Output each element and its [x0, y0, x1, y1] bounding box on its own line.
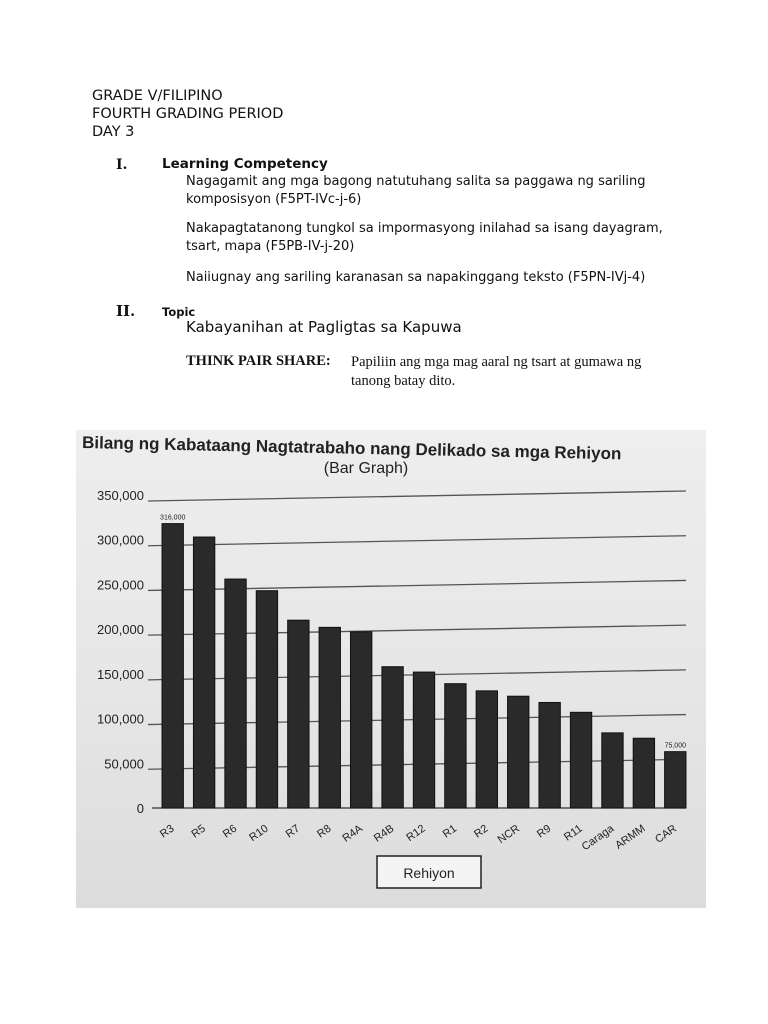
- competency-item-3: Naiiugnay ang sariling karanasan sa napakinggang teksto (F5PN-IVj-4): [186, 270, 646, 285]
- bar: [319, 627, 340, 808]
- bar: [633, 738, 654, 808]
- bar: [193, 537, 214, 808]
- section-2-numeral: II.: [116, 302, 136, 320]
- y-tick-label: 350,000: [97, 488, 144, 503]
- y-tick-label: 150,000: [97, 666, 144, 682]
- x-tick-label: ARMM: [613, 822, 648, 852]
- data-label: 316,000: [160, 514, 186, 522]
- x-tick-label: R11: [562, 822, 585, 844]
- bar: [382, 667, 403, 808]
- x-tick-label: R8: [315, 822, 334, 841]
- bar: [508, 696, 529, 808]
- bar: [288, 620, 309, 808]
- gridline: [148, 491, 686, 501]
- x-tick-label: R5: [189, 822, 208, 841]
- bar: [413, 672, 434, 808]
- chart-title: Bilang ng Kabataang Nagtatrabaho nang Delikado sa mga Rehiyon: [81, 433, 622, 464]
- x-tick-label: R4B: [371, 822, 397, 845]
- x-tick-label: R2: [472, 822, 491, 841]
- y-tick-label: 250,000: [97, 577, 144, 593]
- bar-chart: [76, 430, 706, 908]
- x-tick-label: CAR: [653, 822, 680, 846]
- section-1-title: Learning Competency: [162, 156, 328, 172]
- bar: [350, 632, 371, 808]
- bar-chart-photo: [76, 430, 706, 908]
- bar: [570, 712, 591, 808]
- y-tick-label: 300,000: [97, 532, 144, 548]
- x-tick-label: R7: [283, 822, 303, 841]
- competency-item-2: Nakapagtatanong tungkol sa impormasyong inilahad sa isang dayagram, tsart, mapa (F5PB-IV-j-20): [186, 221, 663, 254]
- bar: [256, 591, 277, 808]
- data-label: 75,000: [664, 742, 687, 750]
- bar: [445, 684, 466, 808]
- x-tick-label: R3: [158, 822, 177, 841]
- x-tick-label: Caraga: [579, 822, 617, 854]
- competency-item-1: Nagagamit ang mga bagong natutuhang salita sa paggawa ng sariling komposisyon (F5PT-IVc-j-6): [186, 174, 646, 207]
- bar: [539, 702, 560, 808]
- x-tick-label: R1: [440, 822, 460, 841]
- y-tick-label: 200,000: [97, 622, 144, 638]
- bar: [665, 752, 686, 808]
- bar: [162, 524, 183, 808]
- topic-title: Kabayanihan at Pagligtas sa Kapuwa: [186, 318, 462, 336]
- y-tick-label: 100,000: [97, 711, 144, 727]
- section-1-numeral: I.: [116, 157, 128, 173]
- activity-instructions: Papiliin ang mga mag aaral ng tsart at gumawa ng tanong batay dito.: [351, 354, 642, 389]
- x-tick-label: R6: [220, 822, 240, 841]
- x-tick-label: R9: [534, 822, 554, 841]
- x-tick-label: R4A: [340, 822, 365, 845]
- x-axis-title: Rehiyon: [403, 865, 455, 881]
- period-line: FOURTH GRADING PERIOD: [92, 106, 284, 122]
- document-header: [92, 87, 283, 141]
- bar: [476, 691, 497, 808]
- day-line: DAY 3: [92, 124, 135, 140]
- x-tick-label: R12: [404, 822, 428, 845]
- grade-line: GRADE V/FILIPINO: [92, 88, 223, 104]
- bar: [225, 579, 246, 808]
- activity-label: THINK PAIR SHARE:: [186, 353, 331, 369]
- bar: [602, 733, 623, 808]
- x-tick-label: R10: [247, 822, 271, 845]
- y-tick-label: 50,000: [104, 756, 144, 772]
- gridline: [148, 536, 686, 546]
- chart-subtitle: (Bar Graph): [323, 460, 409, 477]
- y-tick-label: 0: [136, 801, 144, 816]
- topic-label: Topic: [162, 305, 196, 319]
- x-tick-label: NCR: [495, 822, 522, 847]
